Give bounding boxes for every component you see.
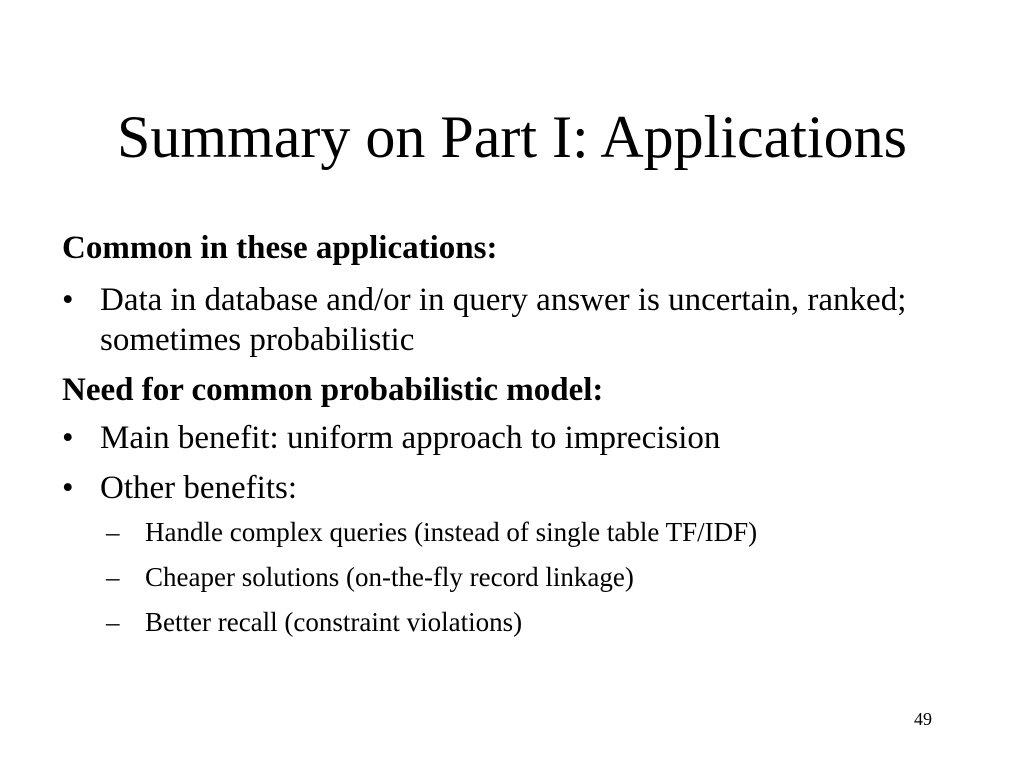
bullet-item — [62, 468, 962, 508]
bullet-text: Data in database and/or in query answer is uncertain, ranked; sometimes probabilistic — [100, 282, 907, 358]
dash-icon: – — [106, 517, 120, 547]
sub-bullet-text: Better recall (constraint violations) — [145, 607, 523, 637]
bullet-text: Main benefit: uniform approach to imprecision — [100, 420, 721, 456]
sub-bullet-item — [62, 606, 962, 638]
dash-icon: – — [106, 562, 120, 592]
section-heading-need: Need for common probabilistic model: — [62, 372, 604, 408]
sub-bullet-text: Handle complex queries (instead of single table TF/IDF) — [145, 517, 758, 547]
bullet-item — [62, 418, 962, 458]
sub-bullet-text: Cheaper solutions (on-the-fly record linkage) — [145, 562, 634, 592]
dash-icon: – — [106, 607, 120, 637]
bullet-icon: • — [62, 420, 74, 456]
slide-body — [62, 228, 962, 651]
page-number: 49 — [914, 709, 932, 729]
sub-bullet-item — [62, 516, 962, 548]
sub-bullet-item — [62, 561, 962, 593]
bullet-text: Other benefits: — [100, 470, 298, 506]
section-heading-common: Common in these applications: — [62, 230, 498, 266]
bullet-icon: • — [62, 470, 74, 506]
bullet-icon: • — [62, 282, 74, 318]
bullet-item — [62, 280, 962, 360]
slide-title: Summary on Part I: Applications — [117, 104, 907, 170]
